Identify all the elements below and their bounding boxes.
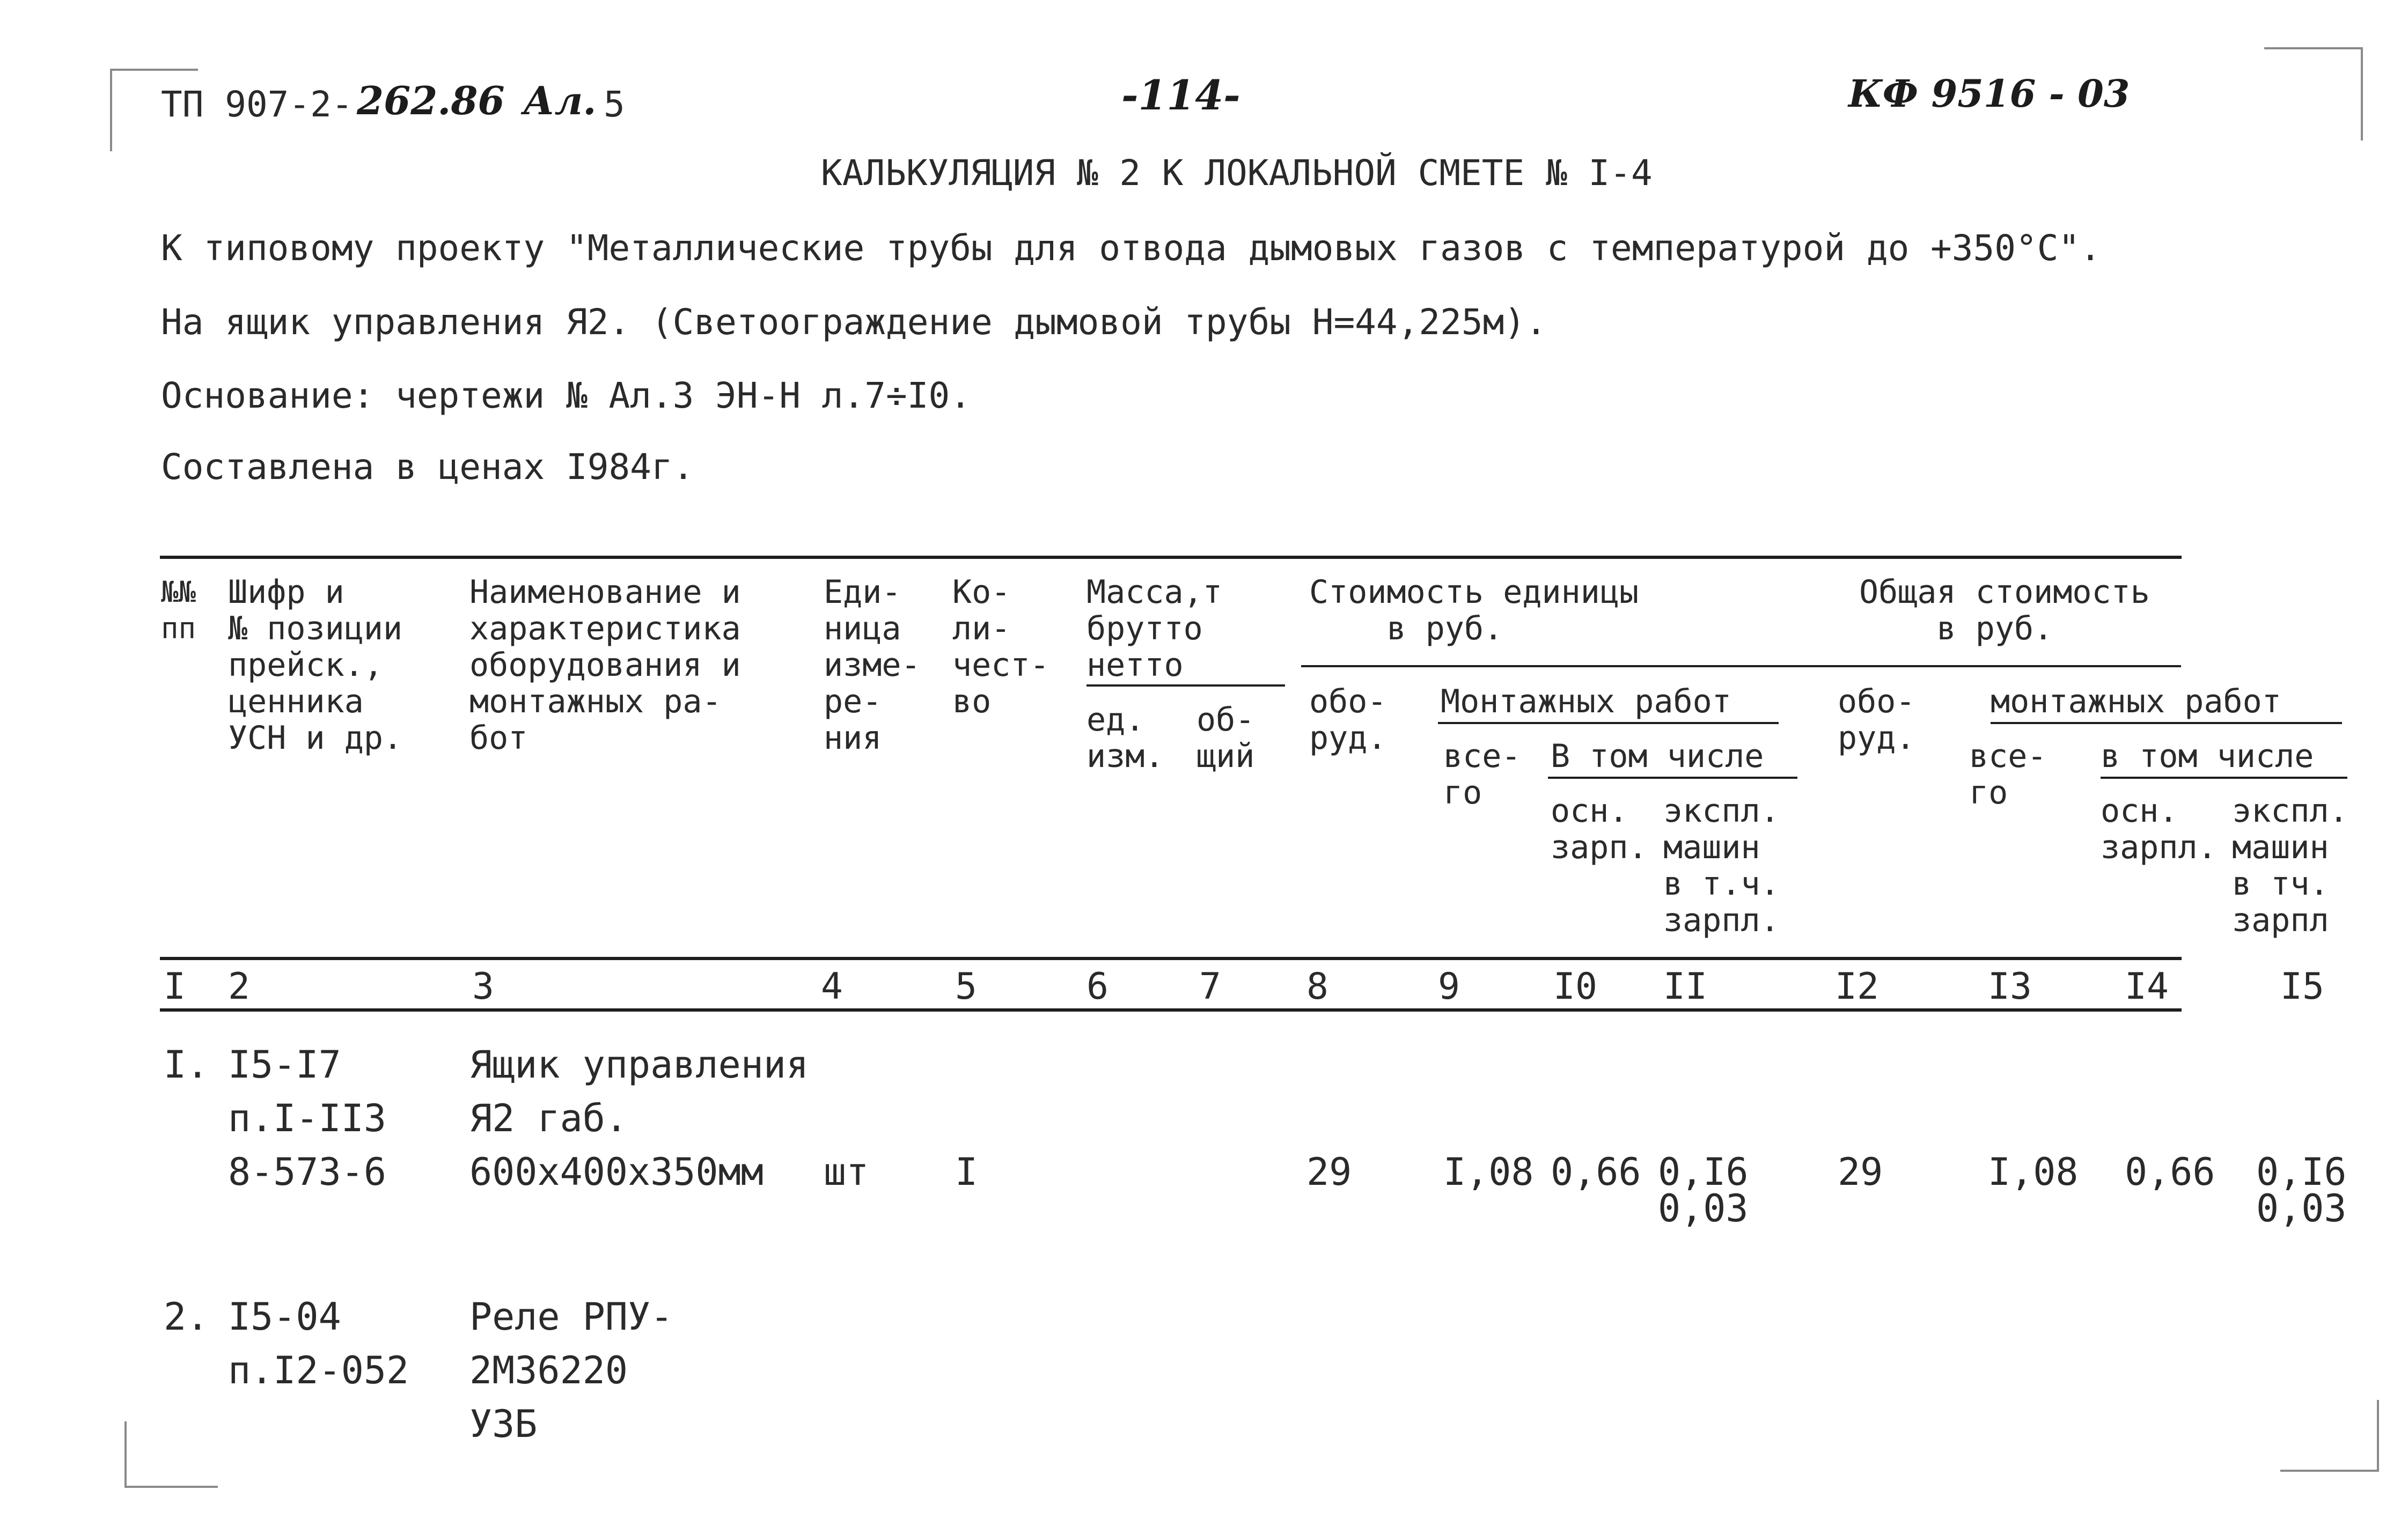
row-equipment-total: 29 <box>1838 1150 1883 1194</box>
header-install-total: все- го <box>1443 738 1521 812</box>
header-equipment-2: обо- руд. <box>1838 683 1915 757</box>
album-label-handwritten: Ал. <box>523 78 597 123</box>
row-install-total: I,08 <box>1443 1150 1534 1194</box>
col-number-7: 7 <box>1199 965 1221 1008</box>
row-base-wage-2: 0,66 <box>2125 1150 2215 1194</box>
page-number: -114- <box>1121 71 1240 119</box>
intro-basis-line: Основание: чертежи № Ал.3 ЭН-Н л.7÷I0. <box>161 375 971 416</box>
row-name-line: 2М36220 <box>469 1348 628 1392</box>
row-code-line: I5-04 <box>228 1295 341 1339</box>
header-machines: экспл. машин в т.ч. зарпл. <box>1663 792 1780 939</box>
header-install-works-2: монтажных работ <box>1991 683 2281 720</box>
doc-code-prefix: ТП 907-2- <box>161 84 353 125</box>
row-code-line: п.I2-052 <box>228 1348 409 1392</box>
mass-group-rule <box>1086 684 1285 687</box>
header-netto: нетто <box>1086 646 1184 684</box>
document-title: КАЛЬКУЛЯЦИЯ № 2 К ЛОКАЛЬНОЙ СМЕТЕ № I-4 <box>821 152 1653 194</box>
col-number-14: I4 <box>2125 965 2169 1008</box>
row-install-total-2: I,08 <box>1988 1150 2079 1194</box>
header-mass: Масса,т брутто <box>1086 573 1222 647</box>
header-unit: Еди- ница изме- ре- ния <box>824 573 921 757</box>
col-number-6: 6 <box>1086 965 1108 1008</box>
row-number: 2. <box>164 1295 209 1339</box>
header-machines-2: экспл. машин в тч. зарпл <box>2232 792 2348 939</box>
header-row-number: №№ пп <box>161 575 196 645</box>
intro-project-line: К типовому проекту "Металлические трубы для отвода дымовых газов с температурой до +350°С". <box>161 227 2101 269</box>
row-machines-2: 0,I6 <box>2256 1150 2347 1194</box>
unit-cost-group-rule <box>1301 665 1846 667</box>
header-mass-total: об- щий <box>1196 701 1255 775</box>
col-number-8: 8 <box>1306 965 1328 1008</box>
row-unit: шт <box>824 1150 869 1194</box>
col-number-3: 3 <box>472 965 494 1008</box>
row-code-line: п.I-II3 <box>228 1096 387 1140</box>
row-name-line: Ящик управления <box>469 1043 809 1087</box>
row-name-line: УЗБ <box>469 1402 538 1446</box>
header-including-2: в том числе <box>2101 738 2314 775</box>
corner-mark-bottom-right <box>2280 1400 2379 1472</box>
intro-prices-line: Составлена в ценах I984г. <box>161 446 694 488</box>
header-quantity: Ко- ли- чест- во <box>952 573 1049 720</box>
header-install-total-2: все- го <box>1969 738 2047 812</box>
row-code-line: I5-I7 <box>228 1043 341 1087</box>
header-price-code: Шифр и № позиции прейск., ценника УСН и др. <box>228 573 403 757</box>
row-code-line: 8-573-6 <box>228 1150 387 1194</box>
col-number-10: I0 <box>1553 965 1597 1008</box>
row-name-line: 600х400х350мм <box>469 1150 763 1194</box>
row-name-line: Реле РПУ- <box>469 1295 673 1339</box>
corner-mark-top-right <box>2264 47 2363 141</box>
corner-mark-bottom-left <box>124 1421 218 1488</box>
row-quantity: I <box>955 1150 978 1194</box>
col-number-4: 4 <box>821 965 843 1008</box>
header-equipment: обо- руд. <box>1309 683 1387 757</box>
col-number-5: 5 <box>955 965 977 1008</box>
col-number-1: I <box>164 965 186 1008</box>
intro-object-line: На ящик управления Я2. (Светоограждение дымовой трубы Н=44,225м). <box>161 301 1547 343</box>
doc-code-handwritten: 262.86 <box>357 78 505 123</box>
total-cost-group-rule <box>1835 665 2181 667</box>
column-numbers-rule <box>160 1008 2182 1012</box>
table-top-rule <box>160 556 2182 559</box>
header-base-wage: осн. зарп. <box>1551 792 1648 866</box>
col-number-9: 9 <box>1438 965 1460 1008</box>
col-number-13: I3 <box>1988 965 2032 1008</box>
header-name: Наименование и характеристика оборудования и монтажных ра- бот <box>469 573 741 757</box>
header-including: В том числе <box>1551 738 1764 775</box>
col-number-11: II <box>1663 965 1707 1008</box>
install-works2-underline <box>1991 722 2342 724</box>
row-name-line: Я2 габ. <box>469 1096 628 1140</box>
archive-code: КФ 9516 - 03 <box>1848 71 2130 116</box>
install-works-underline <box>1438 722 1779 724</box>
col-number-2: 2 <box>228 965 250 1008</box>
row-base-wage: 0,66 <box>1551 1150 1641 1194</box>
header-unit-cost: Стоимость единицы в руб. <box>1309 573 1639 647</box>
col-number-12: I2 <box>1835 965 1879 1008</box>
row-machines-wage-2: 0,03 <box>2256 1186 2347 1230</box>
incl2-underline <box>2101 777 2347 779</box>
row-equipment-cost: 29 <box>1306 1150 1352 1194</box>
header-base-wage-2: осн. зарпл. <box>2101 792 2217 866</box>
header-install-works: Монтажных работ <box>1441 683 1731 720</box>
header-mass-unit: ед. изм. <box>1086 701 1164 775</box>
row-number: I. <box>164 1043 209 1087</box>
col-number-15: I5 <box>2280 965 2324 1008</box>
album-number: 5 <box>604 84 625 125</box>
incl-underline <box>1548 777 1797 779</box>
row-machines: 0,I6 <box>1658 1150 1749 1194</box>
header-bottom-rule <box>160 957 2182 960</box>
header-total-cost: Общая стоимость в руб. <box>1859 573 2150 647</box>
row-machines-wage: 0,03 <box>1658 1186 1749 1230</box>
